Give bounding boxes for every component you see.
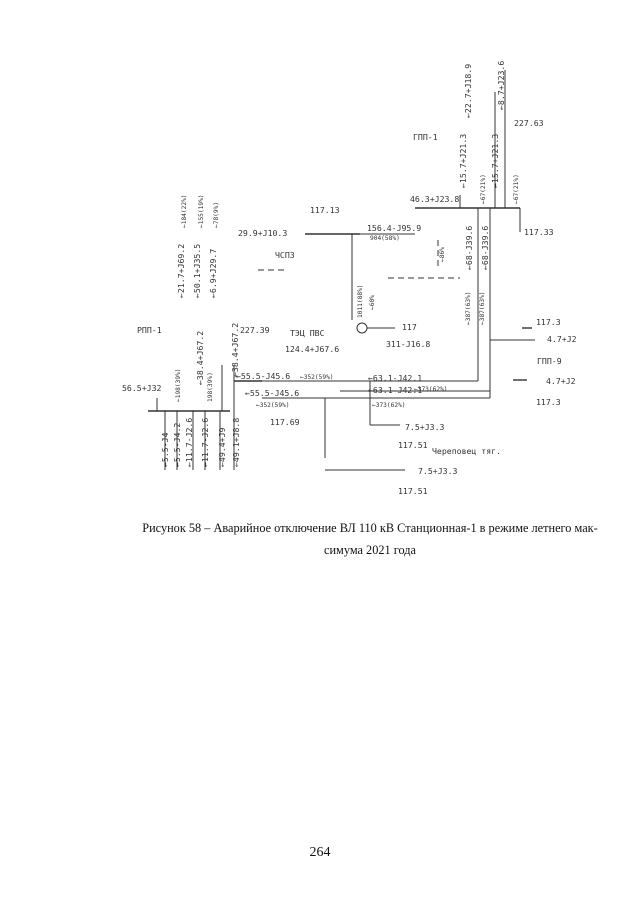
label-156-4: 156.4-J95.9	[367, 223, 422, 233]
label-chpz: ЧСПЗ	[275, 250, 295, 260]
label-124-4: 124.4+J67.6	[285, 344, 340, 354]
label-198-a: ←198(39%)	[175, 368, 182, 402]
figure-caption	[120, 517, 620, 561]
label-46-3: 46.3+J23.8	[410, 194, 460, 204]
label-cherepovets: Череповец тяг.	[432, 446, 502, 456]
label-55-5-b: ←55.5-J45.6	[245, 388, 300, 398]
label-8-7: ←8.7+J23.6	[496, 60, 506, 110]
label-21-7: ←21.7+J69.2	[176, 243, 186, 298]
label-227-39: 227.39	[240, 325, 270, 335]
label-227-63: 227.63	[514, 118, 544, 128]
label-63-1-a: ←63.1-J42.1	[368, 373, 423, 383]
generator-icon	[357, 323, 367, 333]
label-38-4-b: ←38.4+J67.2	[230, 322, 240, 377]
label-155: ←155(19%)	[198, 194, 205, 228]
label-117-51-b: 117.51	[398, 486, 428, 496]
label-gpp1: ГПП-1	[413, 132, 438, 142]
label-15-7-b: ←15.7+J21.3	[490, 133, 500, 188]
label-5-5-a: ←5.5-J4	[160, 432, 170, 467]
label-29-9: 29.9+J10.3	[238, 228, 288, 238]
label-6-9: ←6.9+J29.7	[208, 248, 218, 298]
figure-caption-line-1: Рисунок 58 – Аварийное отключение ВЛ 110 кВ Станционная-1 в режиме летнего мак-	[142, 521, 598, 535]
label-11-7-b: ←11.7-J2.6	[200, 417, 210, 467]
label-63-1-b: ←63.1-J42.1	[368, 385, 423, 395]
label-117-69: 117.69	[270, 417, 300, 427]
label-15-7-a: ←15.7+J21.3	[458, 133, 468, 188]
label-311: 311-J16.8	[386, 339, 431, 349]
label-117-51-a: 117.51	[398, 440, 428, 450]
label-gpp9: ГПП-9	[537, 356, 562, 366]
label-352-a: ←352(59%)	[300, 374, 334, 381]
label-117-33: 117.33	[524, 227, 554, 237]
label-56-5: 56.5+J32	[122, 383, 162, 393]
label-117: 117	[402, 322, 417, 332]
label-11-7-a: ←11.7-J2.6	[184, 417, 194, 467]
label-5-5-b: ←5.5-J4.2	[172, 422, 182, 467]
label-22-7: ←22.7+J18.9	[463, 63, 473, 118]
figure-caption-line-2: симума 2021 года	[324, 543, 416, 557]
label-50-1: ←50.1+J35.5	[192, 243, 202, 298]
label-7-5-b: 7.5+J3.3	[418, 466, 458, 476]
label-117-13: 117.13	[310, 205, 340, 215]
label-117-3-a: 117.3	[536, 317, 561, 327]
label-4-7-b: 4.7+J2	[546, 376, 576, 386]
label-198-b: 198(39%)	[207, 372, 214, 402]
label-38-4-a: ←38.4+J67.2	[195, 330, 205, 385]
label-373-a: ←373(62%)	[414, 386, 448, 393]
label-rpp1: РПП-1	[137, 325, 162, 335]
label-352-b: ←352(59%)	[256, 402, 290, 409]
label-7-5-a: 7.5+J3.3	[405, 422, 445, 432]
label-904: 904(58%)	[370, 235, 400, 242]
label-4-7-a: 4.7+J2	[547, 334, 577, 344]
label-117-3-b: 117.3	[536, 397, 561, 407]
label-184: ←184(22%)	[181, 194, 188, 228]
label-86: ←86%	[439, 247, 446, 262]
label-387-a: ←387(63%)	[465, 291, 472, 325]
label-68-b: ←68-J39.6	[480, 225, 490, 270]
label-55-5-a: ←55.5-J45.6	[236, 371, 291, 381]
label-67-b: ←67(21%)	[513, 174, 520, 204]
label-67-a: ←67(21%)	[480, 174, 487, 204]
label-373-b: ←373(62%)	[372, 402, 406, 409]
label-387-b: ←387(63%)	[479, 291, 486, 325]
label-60: ←60%	[369, 295, 376, 310]
label-68-a: ←68-J39.6	[464, 225, 474, 270]
label-78: ←78(9%)	[213, 201, 220, 228]
label-49-4: ←49.4+J9	[217, 427, 227, 467]
label-1011: 1011(88%)	[357, 284, 364, 318]
page-number: 264	[309, 845, 331, 860]
label-tec-pvs: ТЭЦ ПВС	[290, 328, 325, 338]
label-49-1: ←49.1+J8.8	[231, 417, 241, 467]
